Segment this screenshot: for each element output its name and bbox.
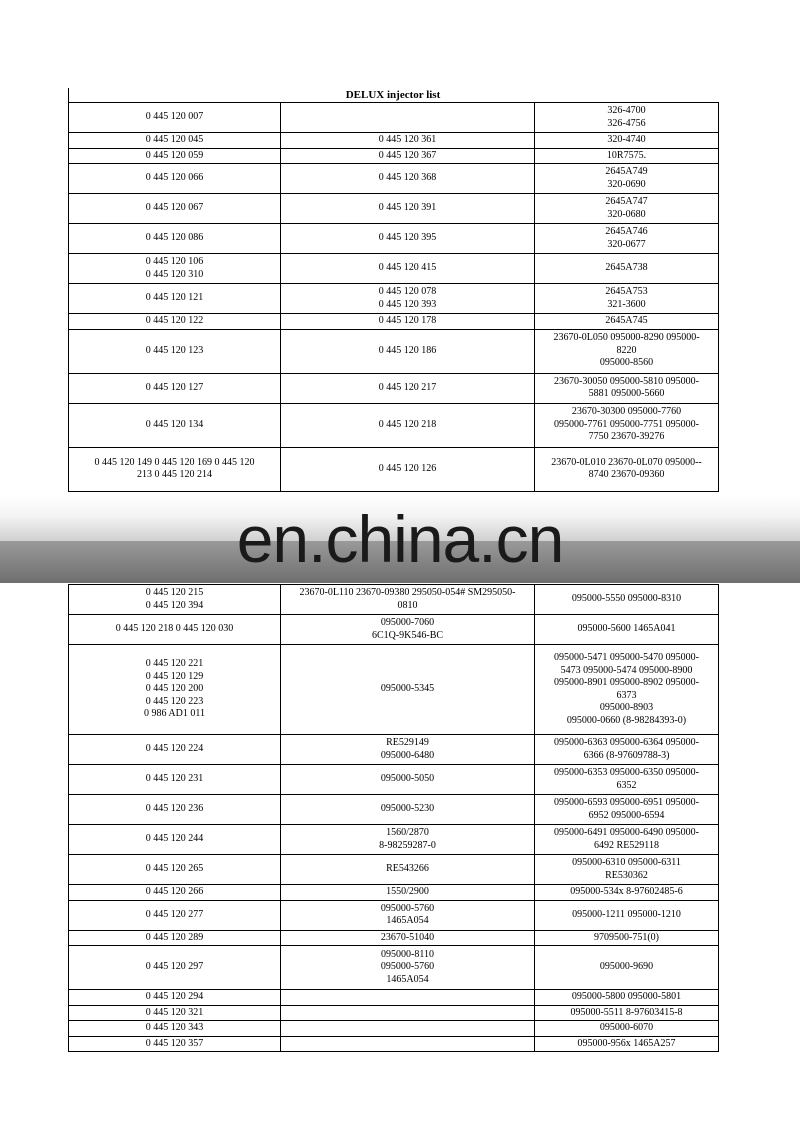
oem-number-cell: 2645A747 320-0680: [535, 194, 719, 224]
bosch-number-cell: 0 445 120 218 0 445 120 030: [69, 615, 281, 645]
bosch-number-cell: 0 445 120 121: [69, 284, 281, 314]
cross-ref-cell: 0 445 120 395: [281, 224, 535, 254]
cross-ref-cell: 095000-5230: [281, 795, 535, 825]
cross-ref-cell: 23670-51040: [281, 930, 535, 946]
bosch-number-cell: 0 445 120 321: [69, 1005, 281, 1021]
cross-ref-cell: [281, 990, 535, 1006]
table-row: [69, 1005, 719, 1021]
cross-ref-cell: 0 445 120 391: [281, 194, 535, 224]
cross-ref-cell: 0 445 120 217: [281, 373, 535, 403]
oem-number-cell: 095000-1211 095000-1210: [535, 900, 719, 930]
cross-ref-cell: RE543266: [281, 855, 535, 885]
bosch-number-cell: 0 445 120 236: [69, 795, 281, 825]
table-row: [69, 735, 719, 765]
oem-number-cell: 095000-5550 095000-8310: [535, 585, 719, 615]
cross-ref-cell: [281, 103, 535, 133]
oem-number-cell: 320-4740: [535, 133, 719, 149]
bosch-number-cell: 0 445 120 221 0 445 120 129 0 445 120 200 0 445 120 223 0 986 AD1 011: [69, 645, 281, 735]
table-row: [69, 194, 719, 224]
bosch-number-cell: 0 445 120 357: [69, 1036, 281, 1052]
oem-number-cell: 2645A745: [535, 314, 719, 330]
cross-ref-cell: 0 445 120 368: [281, 164, 535, 194]
oem-number-cell: 095000-5511 8-97603415-8: [535, 1005, 719, 1021]
bosch-number-cell: 0 445 120 224: [69, 735, 281, 765]
bosch-number-cell: 0 445 120 127: [69, 373, 281, 403]
cross-ref-cell: 0 445 120 367: [281, 148, 535, 164]
cross-ref-cell: 095000-5760 1465A054: [281, 900, 535, 930]
oem-number-cell: 095000-956x 1465A257: [535, 1036, 719, 1052]
watermark-text: en.china.cn: [236, 502, 564, 576]
bosch-number-cell: 0 445 120 265: [69, 855, 281, 885]
bosch-number-cell: 0 445 120 297: [69, 946, 281, 990]
table-row: [69, 1021, 719, 1037]
oem-number-cell: 095000-6353 095000-6350 095000- 6352: [535, 765, 719, 795]
table-row: [69, 1036, 719, 1052]
table-row: [69, 403, 719, 447]
table-row: [69, 990, 719, 1006]
table-row: [69, 284, 719, 314]
oem-number-cell: 095000-6310 095000-6311 RE530362: [535, 855, 719, 885]
bosch-number-cell: 0 445 120 123: [69, 329, 281, 373]
oem-number-cell: 095000-6363 095000-6364 095000- 6366 (8-97609788-3): [535, 735, 719, 765]
table-row: [69, 254, 719, 284]
oem-number-cell: 23670-30050 095000-5810 095000- 5881 095000-5660: [535, 373, 719, 403]
oem-number-cell: 23670-30300 095000-7760 095000-7761 095000-7751 095000- 7750 23670-39276: [535, 403, 719, 447]
oem-number-cell: 095000-6491 095000-6490 095000- 6492 RE529118: [535, 825, 719, 855]
cross-ref-cell: [281, 1021, 535, 1037]
cross-ref-cell: 0 445 120 361: [281, 133, 535, 149]
table-row: [69, 645, 719, 735]
cross-ref-cell: [281, 1036, 535, 1052]
injector-table-bottom: [68, 584, 719, 1052]
bosch-number-cell: 0 445 120 289: [69, 930, 281, 946]
bosch-number-cell: 0 445 120 106 0 445 120 310: [69, 254, 281, 284]
oem-number-cell: 2645A746 320-0677: [535, 224, 719, 254]
cross-ref-cell: 0 445 120 178: [281, 314, 535, 330]
oem-number-cell: 095000-5600 1465A041: [535, 615, 719, 645]
oem-number-cell: 095000-5471 095000-5470 095000- 5473 095000-5474 095000-8900 095000-8901 095000-8902 095000- 6373 095000-8903 095000-0660 (8-98284393-0): [535, 645, 719, 735]
bosch-number-cell: 0 445 120 277: [69, 900, 281, 930]
oem-number-cell: 095000-6070: [535, 1021, 719, 1037]
bosch-number-cell: 0 445 120 067: [69, 194, 281, 224]
oem-number-cell: 10R7575.: [535, 148, 719, 164]
cross-ref-cell: 1560/2870 8-98259287-0: [281, 825, 535, 855]
bosch-number-cell: 0 445 120 244: [69, 825, 281, 855]
table-row: [69, 930, 719, 946]
table-row: [69, 224, 719, 254]
bosch-number-cell: 0 445 120 134: [69, 403, 281, 447]
cross-ref-cell: 1550/2900: [281, 885, 535, 901]
cross-ref-cell: [281, 1005, 535, 1021]
bosch-number-cell: 0 445 120 294: [69, 990, 281, 1006]
cross-ref-cell: 095000-5050: [281, 765, 535, 795]
cross-ref-cell: 095000-8110 095000-5760 1465A054: [281, 946, 535, 990]
table-row: [69, 447, 719, 491]
table-row: [69, 164, 719, 194]
table-row: [69, 373, 719, 403]
oem-number-cell: 095000-5800 095000-5801: [535, 990, 719, 1006]
bosch-number-cell: 0 445 120 045: [69, 133, 281, 149]
cross-ref-cell: 095000-5345: [281, 645, 535, 735]
bosch-number-cell: 0 445 120 215 0 445 120 394: [69, 585, 281, 615]
bosch-number-cell: 0 445 120 266: [69, 885, 281, 901]
table-row: [69, 765, 719, 795]
cross-ref-cell: 0 445 120 186: [281, 329, 535, 373]
table-row: [69, 103, 719, 133]
watermark-band: [0, 495, 800, 583]
bosch-number-cell: 0 445 120 066: [69, 164, 281, 194]
oem-number-cell: 095000-6593 095000-6951 095000- 6952 095000-6594: [535, 795, 719, 825]
oem-number-cell: 095000-9690: [535, 946, 719, 990]
bosch-number-cell: 0 445 120 122: [69, 314, 281, 330]
table-row: [69, 900, 719, 930]
table-row: [69, 825, 719, 855]
cross-ref-cell: RE529149 095000-6480: [281, 735, 535, 765]
table-row: [69, 133, 719, 149]
cross-ref-cell: 0 445 120 078 0 445 120 393: [281, 284, 535, 314]
cross-ref-cell: 095000-7060 6C1Q-9K546-BC: [281, 615, 535, 645]
bosch-number-cell: 0 445 120 086: [69, 224, 281, 254]
oem-number-cell: 326-4700 326-4756: [535, 103, 719, 133]
oem-number-cell: 095000-534x 8-97602485-6: [535, 885, 719, 901]
cross-ref-cell: 0 445 120 126: [281, 447, 535, 491]
cross-ref-cell: 0 445 120 415: [281, 254, 535, 284]
cross-ref-cell: 23670-0L110 23670-09380 295050-054# SM295050- 0810: [281, 585, 535, 615]
oem-number-cell: 2645A738: [535, 254, 719, 284]
table-row: [69, 885, 719, 901]
bosch-number-cell: 0 445 120 007: [69, 103, 281, 133]
oem-number-cell: 2645A753 321-3600: [535, 284, 719, 314]
oem-number-cell: 23670-0L050 095000-8290 095000- 8220 095000-8560: [535, 329, 719, 373]
document-title: DELUX injector list: [345, 89, 441, 101]
bosch-number-cell: 0 445 120 343: [69, 1021, 281, 1037]
bosch-number-cell: 0 445 120 149 0 445 120 169 0 445 120 213 0 445 120 214: [69, 447, 281, 491]
cross-ref-cell: 0 445 120 218: [281, 403, 535, 447]
bosch-number-cell: 0 445 120 231: [69, 765, 281, 795]
oem-number-cell: 23670-0L010 23670-0L070 095000-- 8740 23670-09360: [535, 447, 719, 491]
oem-number-cell: 2645A749 320-0690: [535, 164, 719, 194]
table-row: [69, 946, 719, 990]
table-row: [69, 615, 719, 645]
table-row: [69, 795, 719, 825]
oem-number-cell: 9709500-751(0): [535, 930, 719, 946]
table-row: [69, 585, 719, 615]
injector-table-top: [68, 102, 719, 492]
table-row: [69, 148, 719, 164]
bosch-number-cell: 0 445 120 059: [69, 148, 281, 164]
table-row: [69, 329, 719, 373]
table-row: [69, 855, 719, 885]
table-row: [69, 314, 719, 330]
